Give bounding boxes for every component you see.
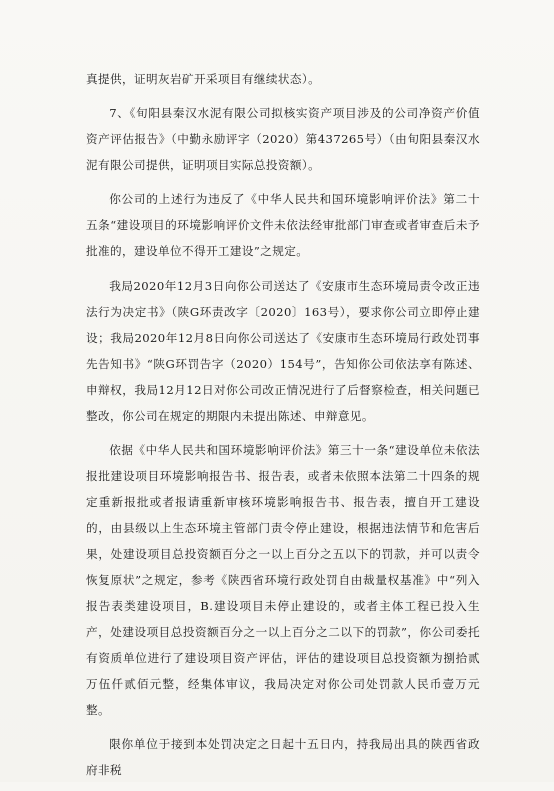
paragraph-procedure: 我局2020年12月3日向你公司送达了《安康市生态环境局责令改正违法行为决定书》（陕G环责改字〔2020〕163号），要求你公司立即停止建设；我局2020年12月8日向你公司送达了《安康市生态环境局行政处罚事先告知书》“陕G环罚告字（2020）154号”，告知你公司依法享有陈述、申辩权，我局12月12日对你公司改正情况进行了后督察检查，相关问题已整改，你公司在规定的期限内未提出陈述、申辩意见。 xyxy=(86,278,480,423)
paragraph-legal-basis: 依据《中华人民共和国环境影响评价法》第三十一条“建设单位未依法报批建设项目环境影响报告书、报告表，或者未依照本法第二十四条的规定重新报批或者报请重新审核环境影响报告书、报告表，擅自开工建设的，由县级以上生态环境主管部门责令停止建设，根据违法情节和危害后果，处建设项目总投资额百分之一以上百分之五以下的罚款，并可以责令恢复原状”之规定，参考《陕西省环境行政处罚自由裁量权基准》中“列入报告表类建设项目，B.建设项目未停止建设的，或者主体工程已投入生产，处建设项目总投资额百分之一以上百分之二以下的罚款”，你公司委托有资质单位进行了建设项目资产评估，评估的建设项目总投资额为捌拾贰万伍仟贰佰元整，经集体审议，我局决定对你公司处罚款人民币壹万元整。 xyxy=(86,442,480,717)
paragraph-violation: 你公司的上述行为违反了《中华人民共和国环境影响评价法》第二十五条“建设项目的环境影响评价文件未依法经审批部门审查或者审查后未予批准的，建设单位不得开工建设”之规定。 xyxy=(86,192,480,259)
paragraph-evidence-7: 7、《旬阳县秦汉水泥有限公司拟核实资产项目涉及的公司净资产价值资产评估报告》（中勤永励评字（2020）第437265号）（由旬阳县秦汉水泥有限公司提供，证明项目实际总投资额）。 xyxy=(86,106,480,173)
document-body xyxy=(86,66,480,791)
paragraph-continuation: 真提供，证明灰岩矿开采项目有继续状态）。 xyxy=(86,72,321,86)
paragraph-payment-deadline: 限你单位于接到本处罚决定之日起十五日内，持我局出具的陕西省政府非税 xyxy=(86,736,480,777)
